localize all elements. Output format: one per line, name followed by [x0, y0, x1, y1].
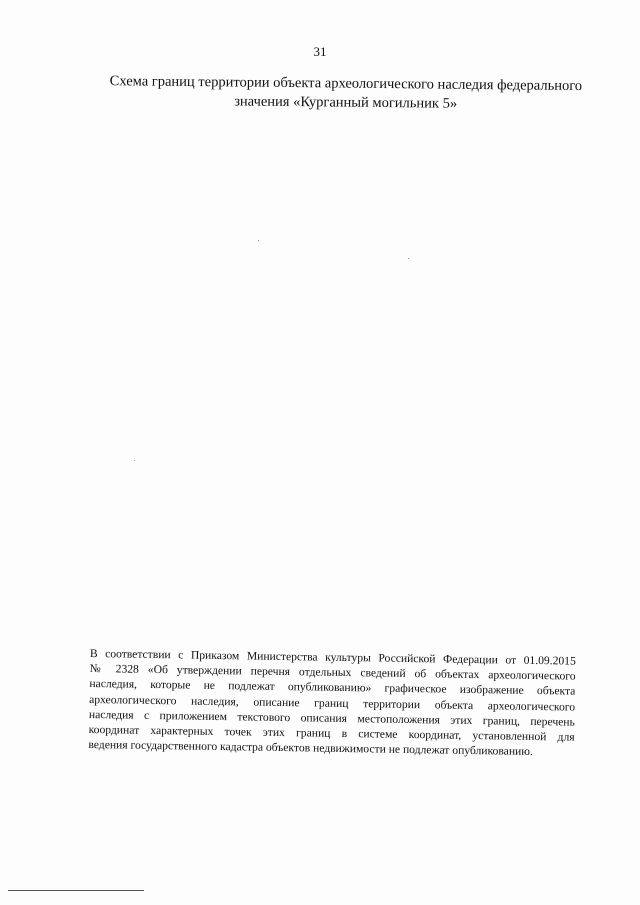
title-line-1: Схема границ территории объекта археологического наследия федерального — [109, 73, 583, 95]
scan-speck — [134, 460, 135, 461]
notice-line-5: наследия с приложением текстового описания местоположения этих границ, перечень — [88, 707, 575, 729]
notice-line-3: наследия, которые не подлежат опубликованию» графическое изображение объекта — [89, 677, 576, 699]
scan-speck — [408, 258, 409, 259]
page-number: 31 — [313, 44, 327, 59]
notice-line-2: № 2328 «Об утверждении перечня отдельных сведений об объектах археологического — [89, 662, 576, 683]
footer-rule — [8, 890, 144, 891]
notice-line-7: ведения государственного кадастра объектов недвижимости не подлежат опубликованию. — [88, 738, 533, 759]
title-line-2: значения «Курганный могильник 5» — [234, 93, 458, 112]
scan-speck — [258, 240, 259, 241]
document-title — [96, 72, 596, 115]
notice-line-4: археологического наследия, описание границ территории объекта археологического — [89, 692, 576, 714]
notice-line-1: В соответствии с Приказом Министерства культуры Российской Федерации от 01.09.2015 — [89, 646, 576, 668]
notice-line-6: координат характерных точек этих границ в системе координат, установленной для — [88, 723, 575, 744]
publication-restriction-notice — [88, 646, 576, 760]
